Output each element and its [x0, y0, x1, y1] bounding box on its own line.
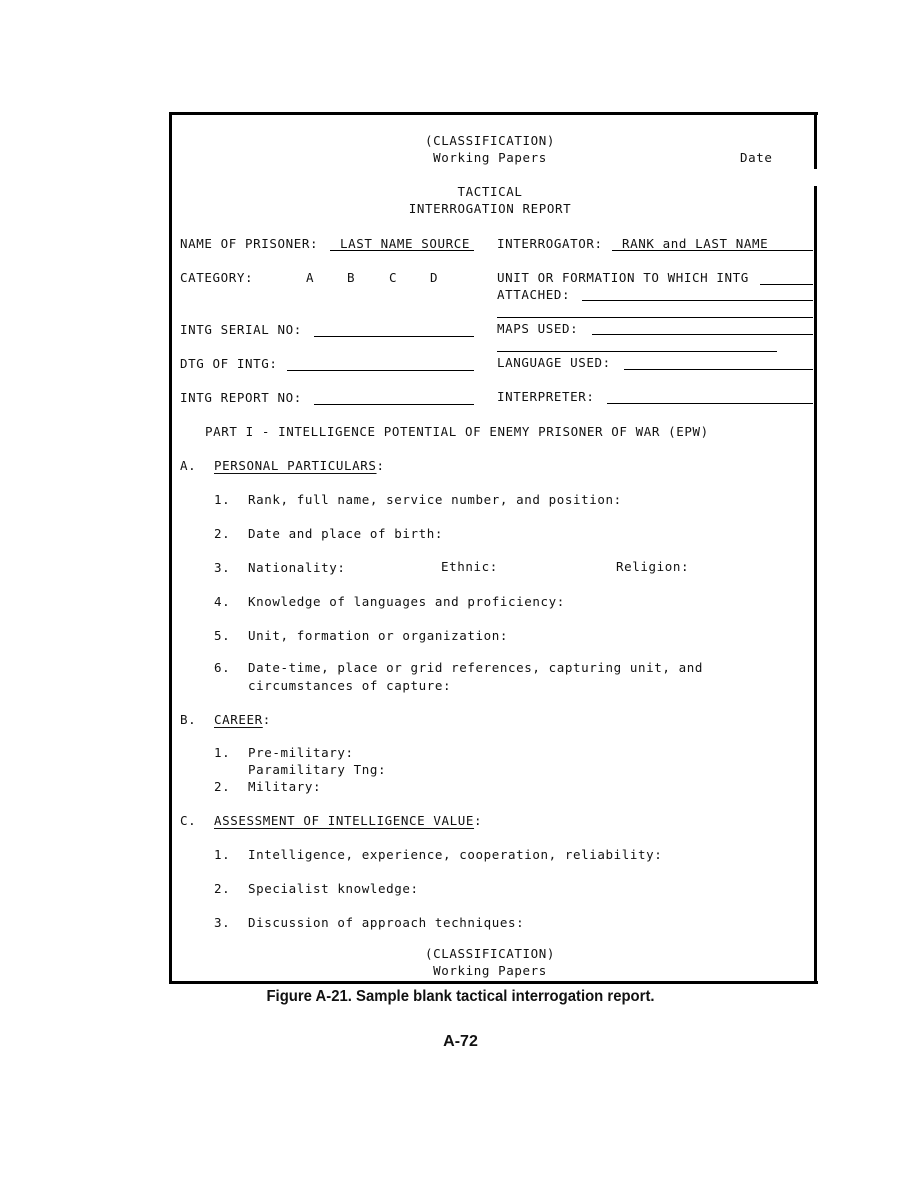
intg-report-field[interactable] — [314, 404, 474, 405]
interrogator-label: INTERROGATOR: — [497, 236, 603, 251]
category-option-d[interactable]: D — [430, 270, 439, 285]
frame-edge — [814, 186, 817, 983]
a1-num: 1. — [214, 492, 231, 507]
intg-report-label: INTG REPORT NO: — [180, 390, 302, 405]
c3-text: Discussion of approach techniques: — [248, 915, 525, 930]
c2-text: Specialist knowledge: — [248, 881, 419, 896]
section-c-heading — [214, 813, 482, 828]
name-of-prisoner-value: LAST NAME SOURCE — [340, 236, 471, 251]
intg-serial-field[interactable] — [314, 336, 474, 337]
c3-num: 3. — [214, 915, 231, 930]
section-c-letter: C. — [180, 813, 197, 828]
a2-text: Date and place of birth: — [248, 526, 444, 541]
section-a-letter: A. — [180, 458, 197, 473]
b1-sub: Paramilitary Tng: — [248, 762, 387, 777]
unit-attached-field[interactable] — [582, 300, 813, 301]
interpreter-label: INTERPRETER: — [497, 389, 595, 404]
a2-num: 2. — [214, 526, 231, 541]
a4-text: Knowledge of languages and proficiency: — [248, 594, 565, 609]
interrogator-value: RANK and LAST NAME — [622, 236, 769, 251]
category-option-c[interactable]: C — [389, 270, 398, 285]
a6-num: 6. — [214, 660, 231, 675]
interpreter-field[interactable] — [607, 403, 813, 404]
a3-religion: Religion: — [616, 559, 690, 574]
section-b-letter: B. — [180, 712, 197, 727]
unit-extra-line — [497, 317, 813, 318]
name-of-prisoner-line — [330, 250, 474, 251]
section-c-title: ASSESSMENT OF INTELLIGENCE VALUE — [214, 813, 475, 828]
a5-num: 5. — [214, 628, 231, 643]
header-working-papers: Working Papers — [433, 150, 547, 165]
b1-num: 1. — [214, 745, 231, 760]
footer-classification: (CLASSIFICATION) — [424, 946, 555, 961]
section-b-title: CAREER — [214, 712, 263, 727]
dtg-field[interactable] — [287, 370, 474, 371]
date-label: Date — [740, 150, 773, 165]
title-line-1: TACTICAL — [457, 184, 523, 199]
name-of-prisoner-label: NAME OF PRISONER: — [180, 236, 319, 251]
b1-text: Pre-military: — [248, 745, 354, 760]
language-used-field[interactable] — [624, 369, 813, 370]
interrogator-line — [612, 250, 813, 251]
maps-used-field[interactable] — [592, 334, 813, 335]
c2-num: 2. — [214, 881, 231, 896]
c1-num: 1. — [214, 847, 231, 862]
footer-working-papers: Working Papers — [433, 963, 547, 978]
unit-label-line-2: ATTACHED: — [497, 287, 571, 302]
category-label: CATEGORY: — [180, 270, 254, 285]
language-used-label: LANGUAGE USED: — [497, 355, 611, 370]
a1-text: Rank, full name, service number, and position: — [248, 492, 622, 507]
a3-num: 3. — [214, 560, 231, 575]
figure-caption: Figure A-21. Sample blank tactical interrogation report. — [266, 988, 655, 1005]
a5-text: Unit, formation or organization: — [248, 628, 509, 643]
a6-text-2: circumstances of capture: — [248, 678, 452, 693]
b2-text: Military: — [248, 779, 322, 794]
c1-text: Intelligence, experience, cooperation, reliability: — [248, 847, 663, 862]
unit-line-1 — [760, 284, 813, 285]
colon: : — [262, 712, 271, 727]
a6-text: Date-time, place or grid references, capturing unit, and — [248, 660, 704, 675]
category-option-a[interactable]: A — [306, 270, 315, 285]
unit-label-line-1: UNIT OR FORMATION TO WHICH INTG — [497, 270, 749, 285]
dtg-label: DTG OF INTG: — [180, 356, 278, 371]
a3-text: Nationality: — [248, 560, 346, 575]
page-number: A-72 — [443, 1033, 478, 1050]
colon: : — [474, 813, 483, 828]
section-a-heading — [214, 458, 385, 473]
section-b-heading — [214, 712, 271, 727]
maps-extra-line — [497, 351, 777, 352]
category-option-b[interactable]: B — [347, 270, 356, 285]
b2-num: 2. — [214, 779, 231, 794]
a4-num: 4. — [214, 594, 231, 609]
maps-used-label: MAPS USED: — [497, 321, 579, 336]
frame-edge — [814, 112, 817, 169]
part-1-title: PART I - INTELLIGENCE POTENTIAL OF ENEMY PRISONER OF WAR (EPW) — [205, 424, 709, 439]
section-a-title: PERSONAL PARTICULARS — [214, 458, 377, 473]
intg-serial-label: INTG SERIAL NO: — [180, 322, 302, 337]
header-classification: (CLASSIFICATION) — [424, 133, 555, 148]
title-line-2: INTERROGATION REPORT — [408, 201, 572, 216]
colon: : — [376, 458, 385, 473]
a3-ethnic: Ethnic: — [441, 559, 498, 574]
